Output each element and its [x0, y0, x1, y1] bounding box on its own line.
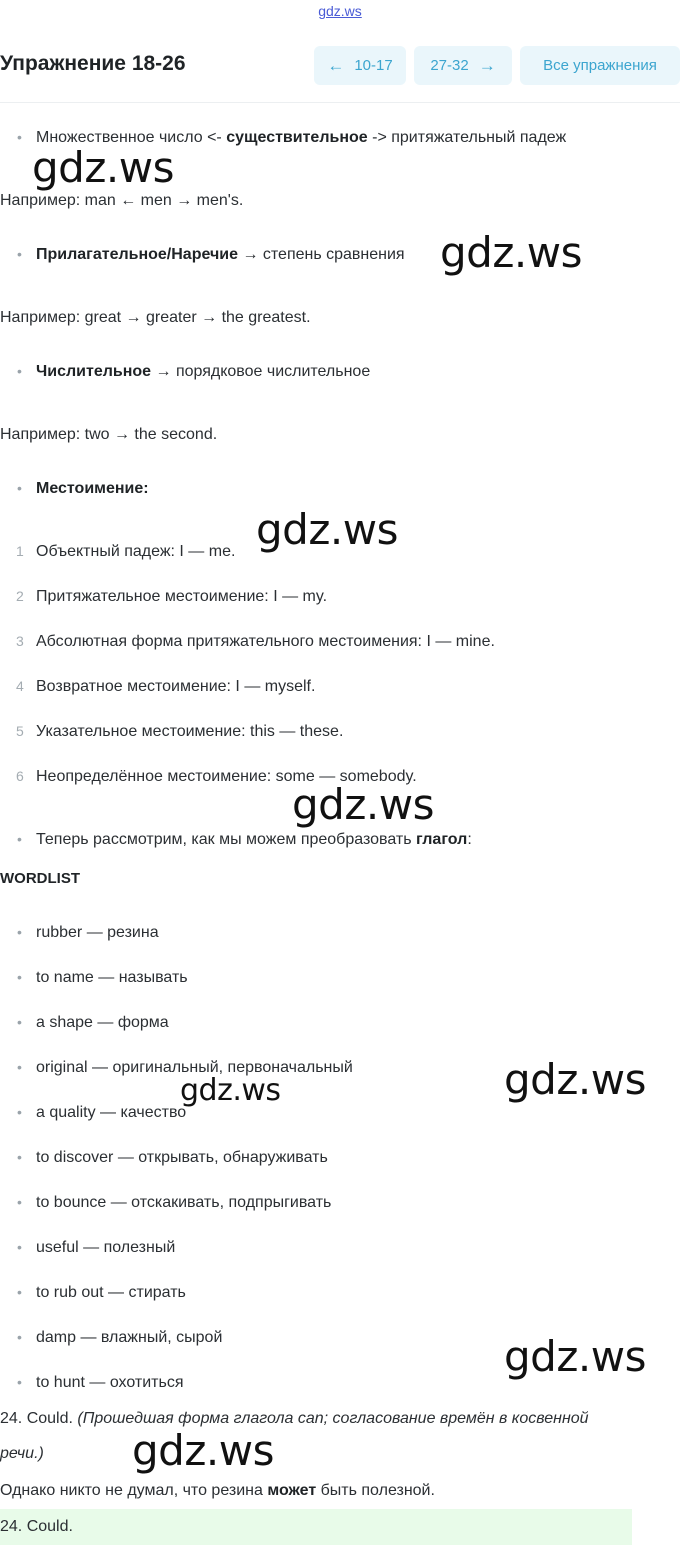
text: быть полезной. [316, 1482, 435, 1499]
item-number: 1 [16, 543, 24, 559]
text: → степень сравнения [238, 246, 405, 263]
bullet-icon: • [17, 1149, 22, 1165]
word-entry: original — оригинальный, первоначальный [36, 1059, 353, 1076]
bullet-icon: • [17, 831, 22, 847]
text: Теперь рассмотрим, как мы можем преобразовать [36, 831, 416, 848]
bold-text: глагол [416, 831, 468, 848]
answer-number: 24. Could. [0, 1410, 78, 1427]
bullet-icon: • [17, 1104, 22, 1120]
example-text: Например: man ← men → men's. [0, 192, 244, 209]
wordlist-heading: WORDLIST [0, 870, 80, 887]
bold-text: может [267, 1482, 317, 1499]
all-exercises-button[interactable]: Все упражнения [520, 46, 680, 85]
watermark: gdz.ws [180, 1073, 281, 1108]
bullet-icon: • [17, 1329, 22, 1345]
answer-note [0, 1410, 589, 1428]
item-text: Абсолютная форма притяжательного местоимения: I — mine. [36, 633, 495, 650]
bullet-icon: • [17, 363, 22, 379]
arrow-left-icon: ← [327, 56, 345, 75]
bold-text: Местоимение: [36, 480, 149, 497]
answer-note-text: речи.) [0, 1445, 44, 1462]
bullet-icon: • [17, 1239, 22, 1255]
word-entry: to name — называть [36, 969, 188, 986]
word-entry: a quality — качество [36, 1104, 187, 1121]
page-title: Упражнение 18-26 [0, 52, 186, 75]
item-text: Неопределённое местоимение: some — somebody. [36, 768, 417, 785]
word-entry: to discover — открывать, обнаруживать [36, 1149, 328, 1166]
item-number: 3 [16, 633, 24, 649]
bullet-icon: • [17, 480, 22, 496]
bold-text: существительное [226, 129, 368, 146]
item-text: Объектный падеж: I — me. [36, 543, 236, 560]
word-entry: a shape — форма [36, 1014, 169, 1031]
text: Однако никто не думал, что резина [0, 1482, 268, 1499]
text: -> притяжательный падеж [367, 129, 567, 146]
bold-text: Прилагательное/Наречие [36, 246, 238, 263]
watermark: gdz.ws [256, 505, 398, 554]
text: Множественное число <- [36, 129, 227, 146]
bullet-icon: • [17, 246, 22, 262]
word-entry: to rub out — стирать [36, 1284, 186, 1301]
answer-box [0, 1509, 632, 1545]
item-text: Притяжательное местоимение: I — my. [36, 588, 328, 605]
item-number: 4 [16, 678, 24, 694]
item-number: 2 [16, 588, 24, 604]
bullet-icon: • [17, 129, 22, 145]
bullet-icon: • [17, 1014, 22, 1030]
next-exercise-label: 27-32 [430, 57, 469, 74]
text: : [467, 831, 472, 848]
bold-text: Числительное [36, 363, 152, 380]
watermark: gdz.ws [504, 1055, 646, 1104]
site-tag[interactable]: gdz.ws [318, 3, 362, 19]
answer-box-text: 24. Could. [0, 1518, 73, 1535]
watermark: gdz.ws [292, 780, 434, 829]
item-number: 6 [16, 768, 24, 784]
bullet-icon: • [17, 1374, 22, 1390]
prev-exercise-button[interactable] [314, 46, 406, 85]
example-text: Например: great → greater → the greatest. [0, 309, 311, 326]
header-divider [0, 102, 680, 103]
watermark: gdz.ws [132, 1426, 274, 1475]
translation-sentence [0, 1482, 435, 1500]
word-entry: to hunt — охотиться [36, 1374, 184, 1391]
next-exercise-button[interactable] [414, 46, 512, 85]
word-entry: damp — влажный, сырой [36, 1329, 223, 1346]
word-entry: to bounce — отскакивать, подпрыгивать [36, 1194, 332, 1211]
bullet-icon: • [17, 1194, 22, 1210]
word-entry: useful — полезный [36, 1239, 176, 1256]
text: → порядковое числительное [151, 363, 371, 380]
watermark: gdz.ws [440, 228, 582, 277]
arrow-right-icon: → [478, 56, 496, 75]
bullet-icon: • [17, 969, 22, 985]
bullet-icon: • [17, 924, 22, 940]
example-text: Например: two → the second. [0, 426, 218, 443]
watermark: gdz.ws [32, 143, 174, 192]
prev-exercise-label: 10-17 [354, 57, 393, 74]
answer-note-cont [0, 1445, 44, 1463]
answer-note-text: (Прошедшая форма глагола can; согласование времён в косвенной [77, 1410, 589, 1427]
watermark: gdz.ws [504, 1332, 646, 1381]
bullet-icon: • [17, 1059, 22, 1075]
item-number: 5 [16, 723, 24, 739]
item-text: Указательное местоимение: this — these. [36, 723, 344, 740]
bullet-icon: • [17, 1284, 22, 1300]
word-entry: rubber — резина [36, 924, 159, 941]
item-text: Возвратное местоимение: I — myself. [36, 678, 316, 695]
